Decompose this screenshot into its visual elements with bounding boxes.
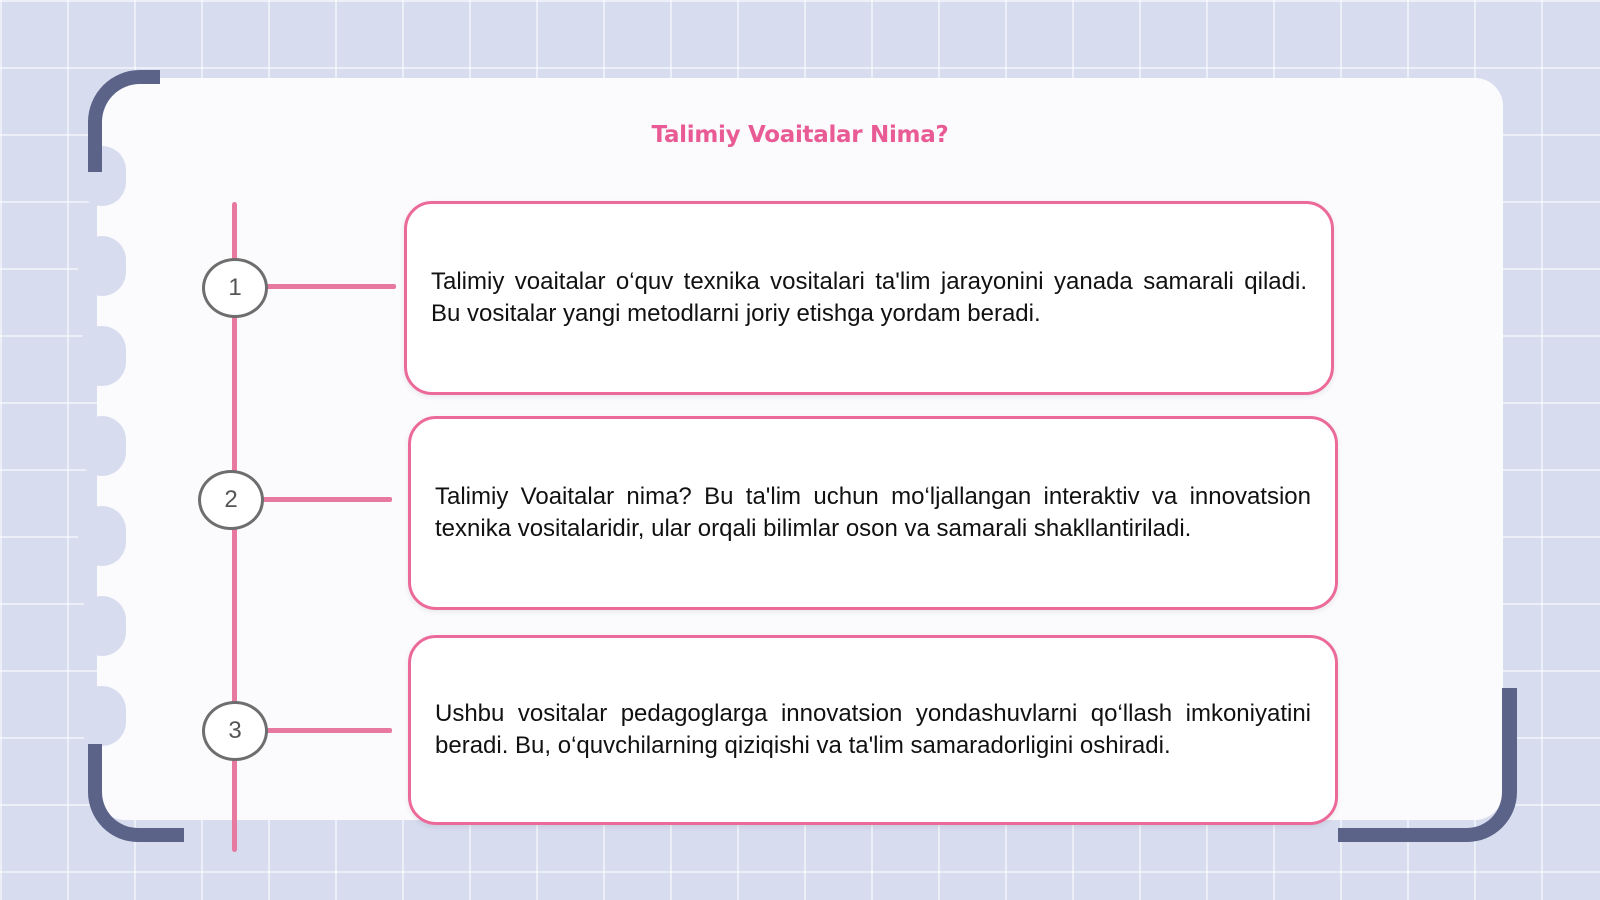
info-card-text: Talimiy voaitalar o‘quv texnika vositalari ta'lim jarayonini yanada samarali qiladi. Bu vositalar yangi metodlarni joriy etishga yordam beradi. (431, 268, 1307, 327)
info-card (404, 201, 1334, 395)
page-notch (78, 416, 126, 476)
timeline-connector (262, 497, 392, 502)
slide-title: Talimiy Voaitalar Nima? (651, 122, 949, 148)
frame-corner-top-left (88, 70, 160, 172)
step-number-badge: 1 (202, 258, 268, 318)
page-notch (78, 596, 126, 656)
info-card (408, 635, 1338, 825)
timeline-connector (266, 728, 392, 733)
step-number-badge: 2 (198, 470, 264, 530)
timeline-connector (266, 284, 396, 289)
info-card-text: Talimiy Voaitalar nima? Bu ta'lim uchun mo‘ljallangan interaktiv va innovatsion texnika vositalaridir, ular orqali bilimlar oson va samarali shakllantiriladi. (435, 483, 1311, 542)
page-notch (78, 506, 126, 566)
frame-corner-bottom-right (1338, 688, 1517, 842)
page-notch (78, 686, 126, 746)
page-notch (78, 236, 126, 296)
page-notch (78, 326, 126, 386)
step-number-badge: 3 (202, 701, 268, 761)
frame-corner-bottom-left (88, 744, 184, 842)
info-card (408, 416, 1338, 610)
info-card-text: Ushbu vositalar pedagoglarga innovatsion yondashuvlarni qo‘llash imkoniyatini beradi. Bu, o‘quvchilarning qiziqishi va ta'lim samaradorligini oshiradi. (435, 700, 1311, 759)
